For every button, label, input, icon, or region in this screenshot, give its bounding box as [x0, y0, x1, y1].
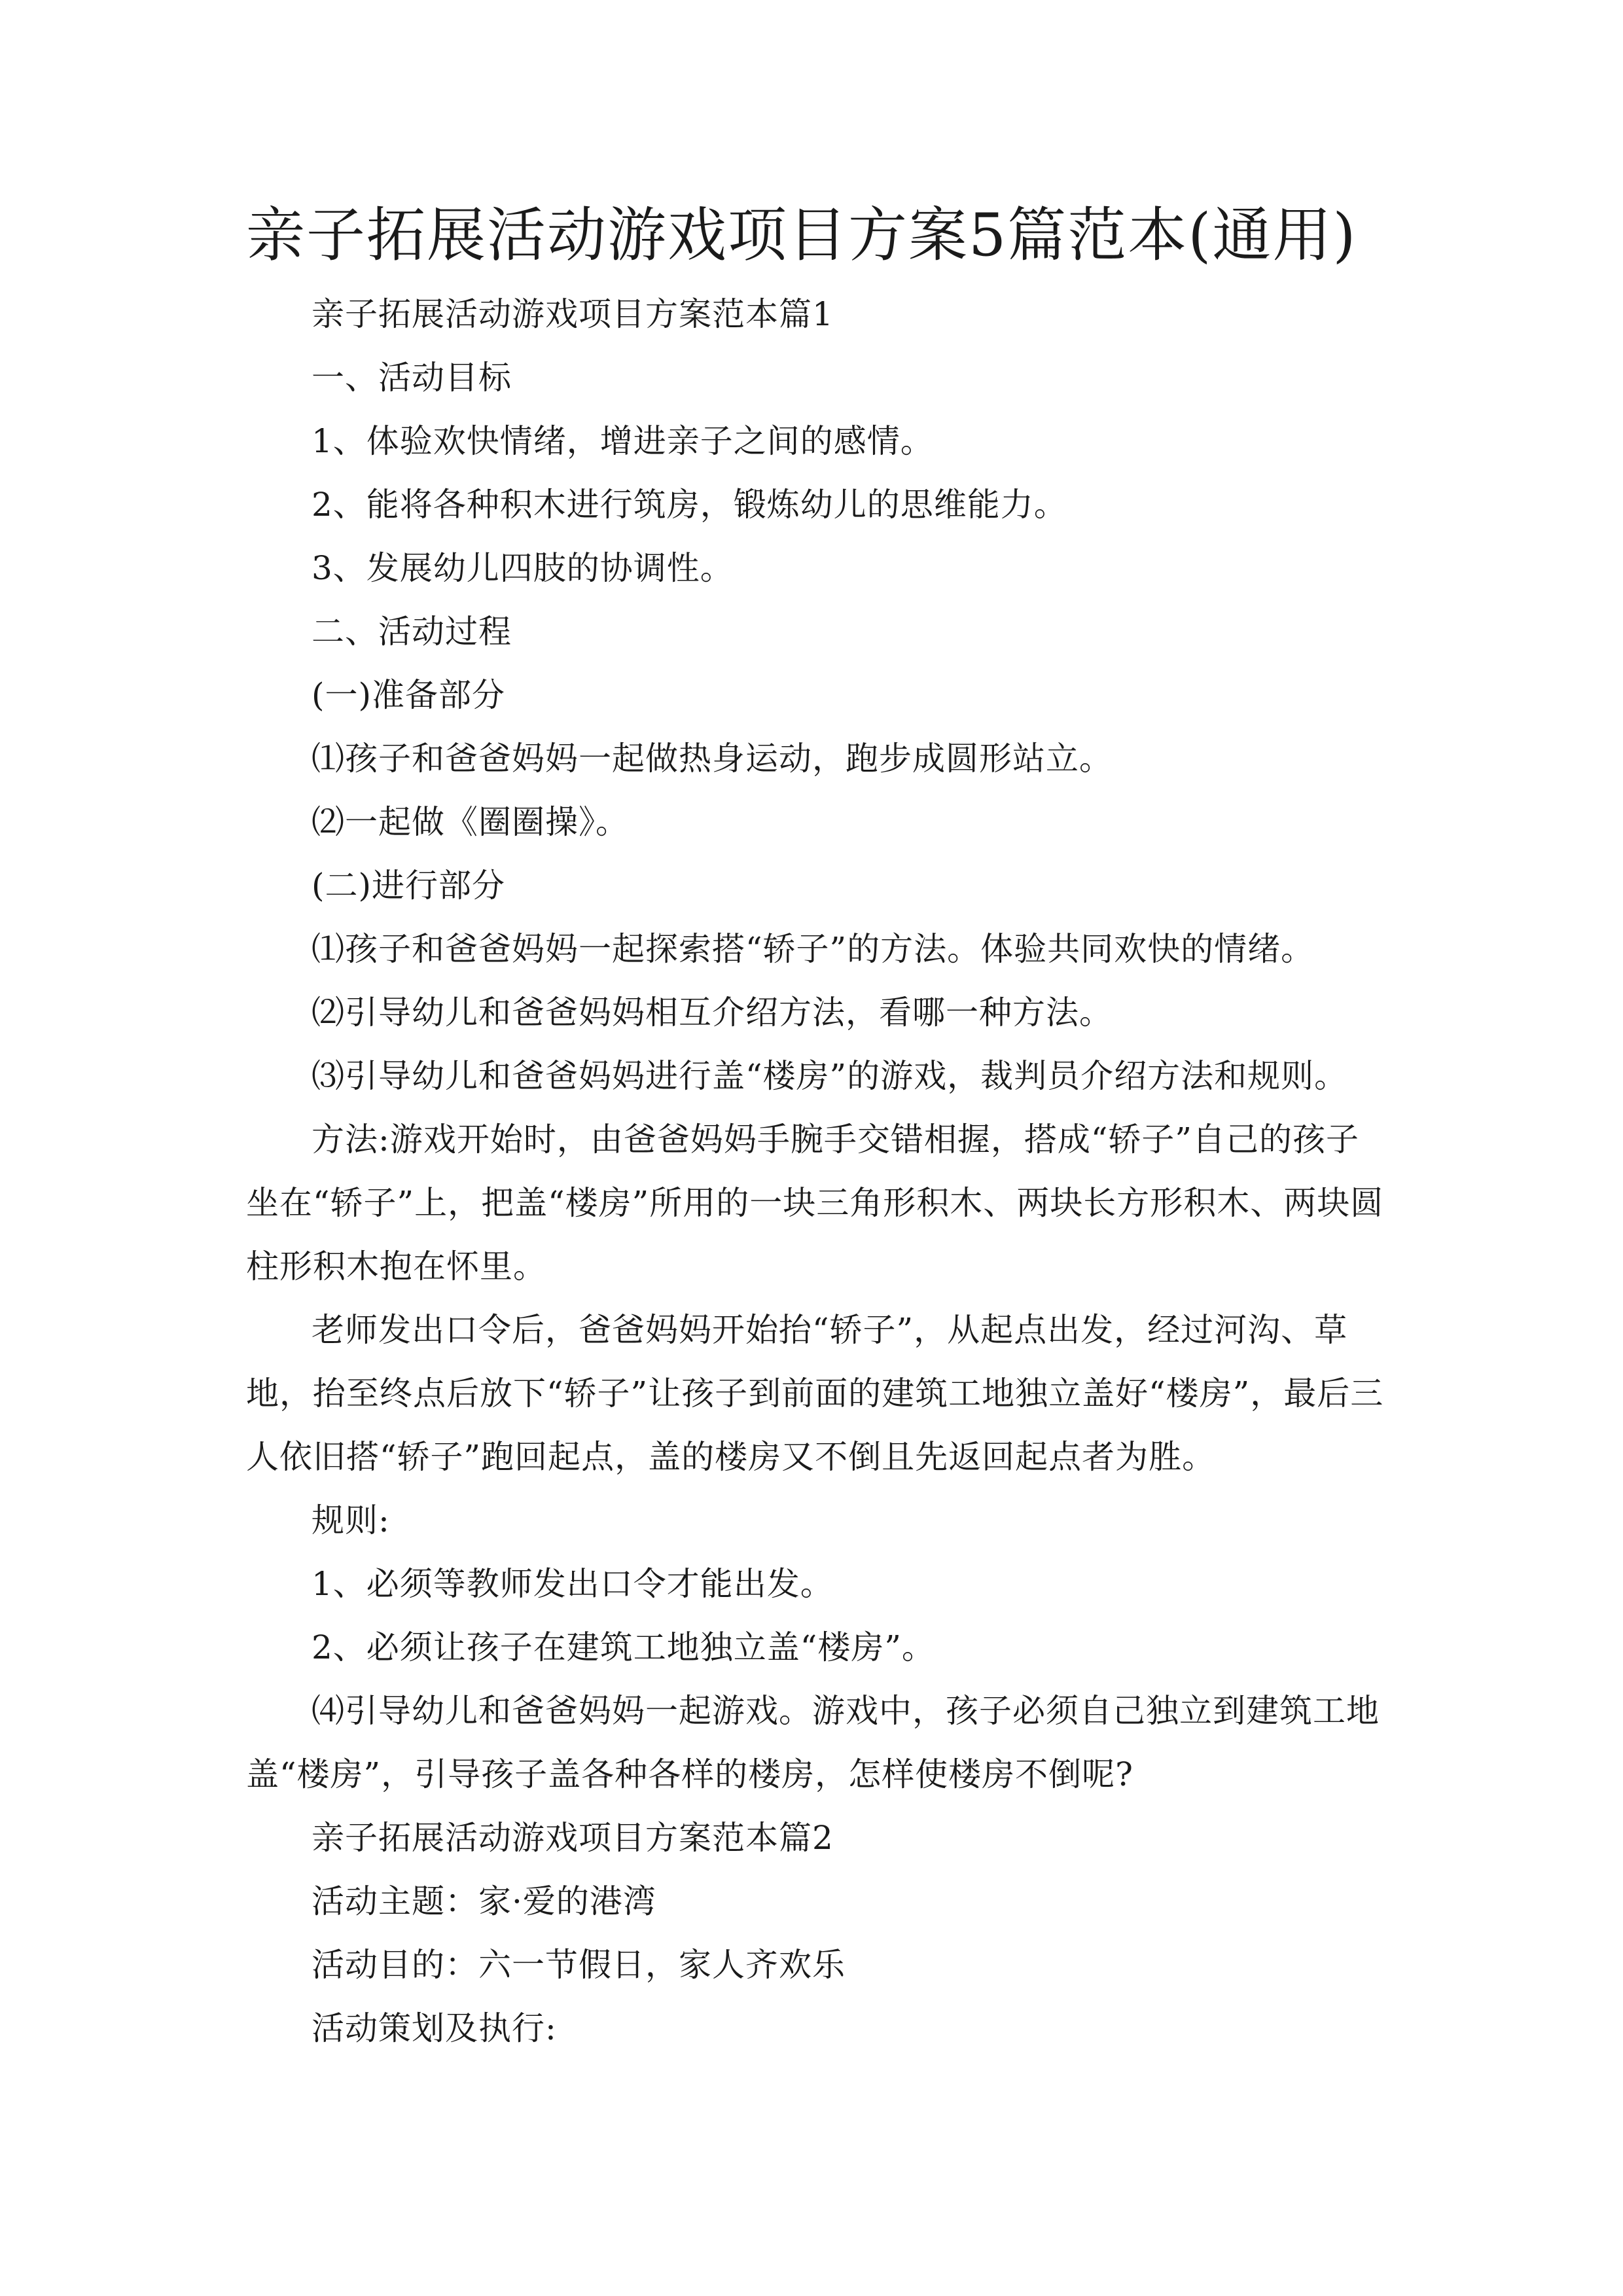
execution-step-3: ⑶引导幼儿和爸爸妈妈进行盖“楼房”的游戏，裁判员介绍方法和规则。	[312, 1057, 1348, 1095]
execution-step-2: ⑵引导幼儿和爸爸妈妈相互介绍方法，看哪一种方法。	[312, 994, 1113, 1031]
execution-step-1: ⑴孩子和爸爸妈妈一起探索搭“轿子”的方法。体验共同欢快的情绪。	[312, 930, 1315, 968]
preparation-step-2: ⑵一起做《圈圈操》。	[312, 803, 629, 841]
teacher-instruction-paragraph: 老师发出口令后，爸爸妈妈开始抬“轿子”，从起点出发，经过河沟、草地，抬至终点后放下“轿子”让孩子到前面的建筑工地独立盖好“楼房”，最后三人依旧搭“轿子”跑回起点，盖的楼房又不倒且先返回起点者为胜。	[246, 1311, 1384, 1476]
document-title: 亲子拓展活动游戏项目方案5篇范本(通用)	[246, 201, 1357, 270]
section-heading-part-2: 亲子拓展活动游戏项目方案范本篇2	[312, 1819, 834, 1857]
method-paragraph: 方法:游戏开始时，由爸爸妈妈手腕手交错相握，搭成“轿子”自己的孩子坐在“轿子”上，把盖“楼房”所用的一块三角形积木、两块长方形积木、两块圆柱形积木抱在怀里。	[246, 1121, 1384, 1285]
execution-step-4: ⑷引导幼儿和爸爸妈妈一起游戏。游戏中，孩子必须自己独立到建筑工地盖“楼房”，引导孩子盖各种各样的楼房，怎样使楼房不倒呢?	[246, 1692, 1380, 1793]
document-body	[246, 283, 1385, 2060]
goal-item-3: 3、发展幼儿四肢的协调性。	[312, 549, 734, 587]
preparation-step-1: ⑴孩子和爸爸妈妈一起做热身运动，跑步成圆形站立。	[312, 740, 1113, 778]
heading-activity-goals: 一、活动目标	[312, 359, 512, 397]
goal-item-2: 2、能将各种积木进行筑房，锻炼幼儿的思维能力。	[312, 486, 1067, 524]
rule-item-1: 1、必须等教师发出口令才能出发。	[312, 1565, 834, 1603]
activity-planning-heading: 活动策划及执行:	[312, 2009, 557, 2047]
rule-item-2: 2、必须让孩子在建筑工地独立盖“楼房”。	[312, 1628, 935, 1666]
section-heading-part-1: 亲子拓展活动游戏项目方案范本篇1	[312, 295, 834, 333]
activity-purpose: 活动目的：六一节假日，家人齐欢乐	[312, 1946, 846, 1984]
heading-activity-process: 二、活动过程	[312, 613, 512, 651]
goal-item-1: 1、体验欢快情绪，增进亲子之间的感情。	[312, 422, 934, 460]
subheading-execution: (二)进行部分	[312, 867, 506, 905]
subheading-preparation: (一)准备部分	[312, 676, 506, 714]
rules-heading: 规则:	[312, 1501, 390, 1539]
activity-theme: 活动主题：家·爱的港湾	[312, 1882, 656, 1920]
